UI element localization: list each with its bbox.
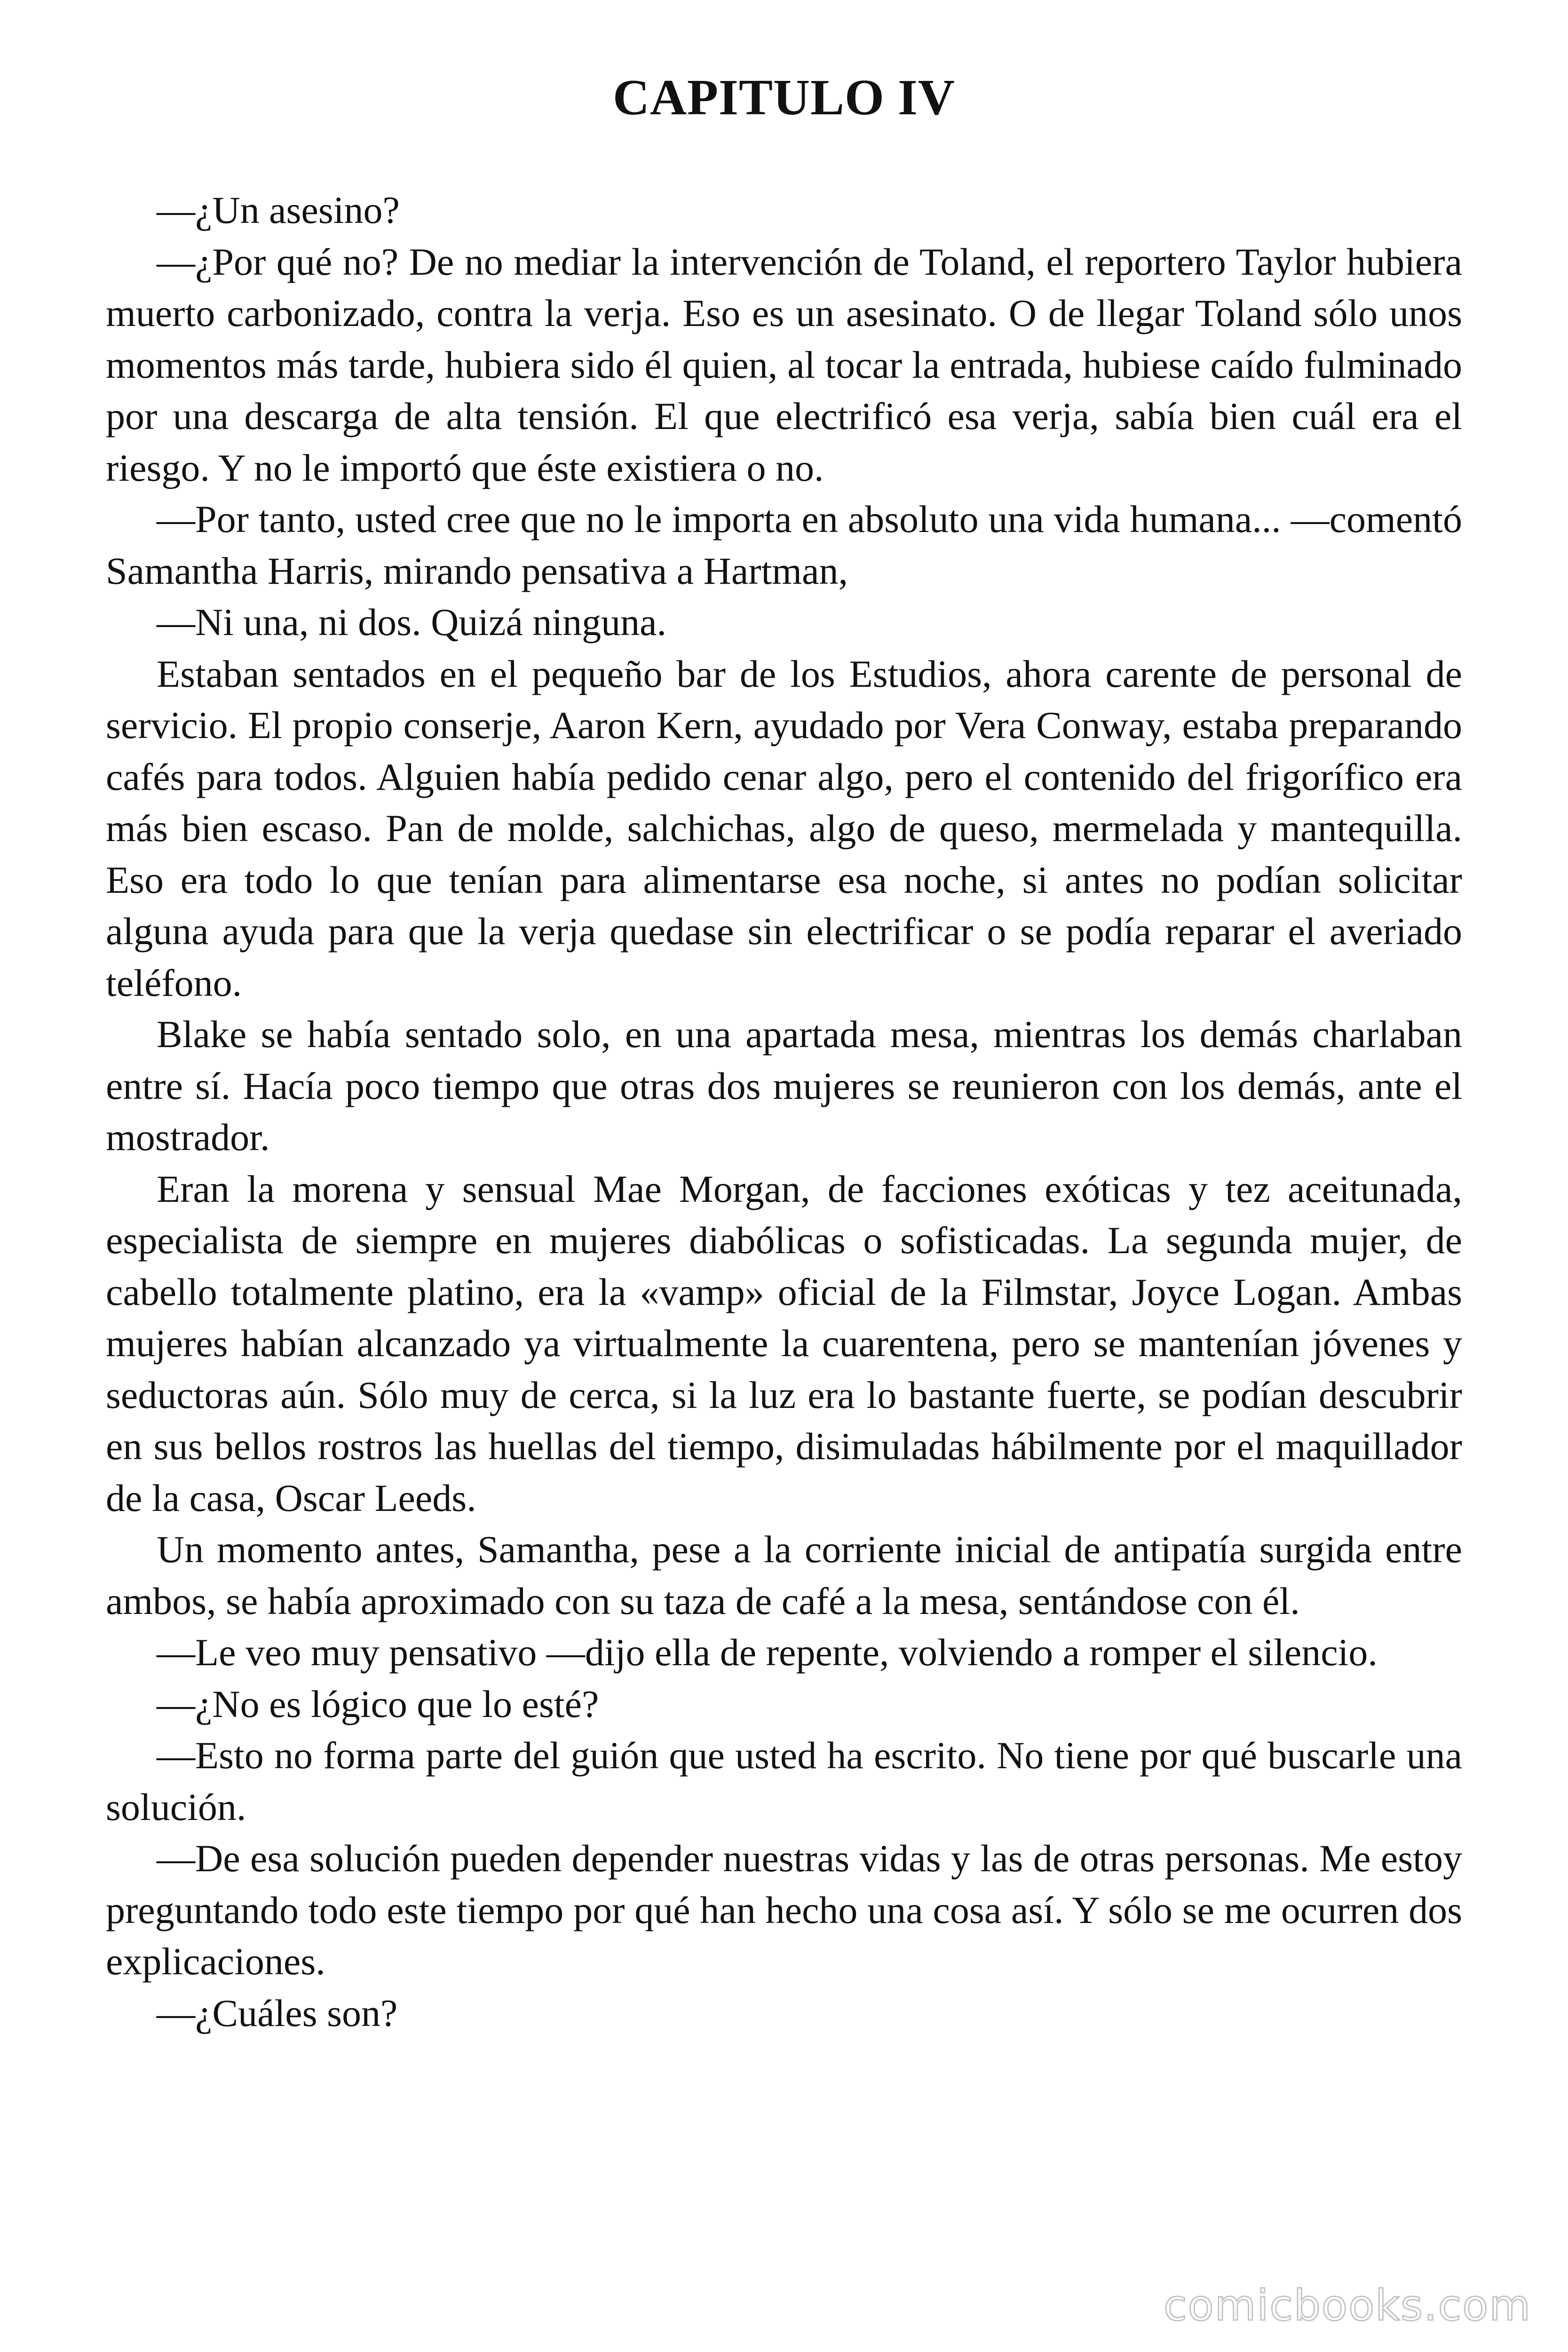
paragraph: —Ni una, ni dos. Quizá ninguna. [157,601,667,644]
paragraph: Estaban sentados en el pequeño bar de los Estudios, ahora carente de personal de servicio. El propio conserje, Aaron Kern, ayudado por Vera Conway, estaba preparando cafés para todos. Alguien había pedido cenar algo, pero el contenido del frigorífico era más bien escaso. Pan de molde, salchichas, algo de queso, mermelada y mantequilla. Eso era todo lo que tenían para alimentarse esa noche, si antes no podían solicitar alguna ayuda para que la verja quedase sin electrificar o se podía reparar el averiado teléfono. [106,652,1462,1004]
chapter-title: CAPITULO IV [612,70,956,126]
watermark: comicbooks.com [1164,2281,1531,2330]
paragraph: —¿No es lógico que lo esté? [157,1682,599,1725]
paragraph: Blake se había sentado solo, en una apartada mesa, mientras los demás charlaban entre sí. Hacía poco tiempo que otras dos mujeres se reunieron con los demás, ante el mostrador. [106,1013,1462,1159]
paragraph: —¿Por qué no? De no mediar la intervención de Toland, el reportero Taylor hubiera muerto carbonizado, contra la verja. Eso es un asesinato. O de llegar Toland sólo unos momentos más tarde, hubiera sido él quien, al tocar la entrada, hubiese caído fulminado por una descarga de alta tensión. El que electrificó esa verja, sabía bien cuál era el riesgo. Y no le importó que éste existiera o no. [106,240,1462,489]
paragraph: —De esa solución pueden depender nuestras vidas y las de otras personas. Me estoy preguntando todo este tiempo por qué han hecho una cosa así. Y sólo se me ocurren dos explicaciones. [106,1837,1462,1983]
paragraph: —¿Cuáles son? [157,1991,398,2034]
paragraph: —Por tanto, usted cree que no le importa en absoluto una vida humana... —comentó Samantha Harris, mirando pensativa a Hartman, [106,498,1462,592]
chapter-body [106,184,1462,2039]
paragraph: Eran la morena y sensual Mae Morgan, de facciones exóticas y tez aceitunada, especialista de siempre en mujeres diabólicas o sofisticadas. La segunda mujer, de cabello totalmente platino, era la «vamp» oficial de la Filmstar, Joyce Logan. Ambas mujeres habían alcanzado ya virtualmente la cuarentena, pero se mantenían jóvenes y seductoras aún. Sólo muy de cerca, si la luz era lo bastante fuerte, se podían descubrir en sus bellos rostros las huellas del tiempo, disimuladas hábilmente por el maquillador de la casa, Oscar Leeds. [106,1167,1462,1519]
paragraph: —Esto no forma parte del guión que usted ha escrito. No tiene por qué buscarle una solución. [106,1734,1462,1828]
paragraph: Un momento antes, Samantha, pese a la corriente inicial de antipatía surgida entre ambos, se había aproximado con su taza de café a la mesa, sentándose con él. [106,1528,1462,1622]
paragraph: —¿Un asesino? [157,189,400,231]
paragraph: —Le veo muy pensativo —dijo ella de repente, volviendo a romper el silencio. [157,1631,1378,1674]
